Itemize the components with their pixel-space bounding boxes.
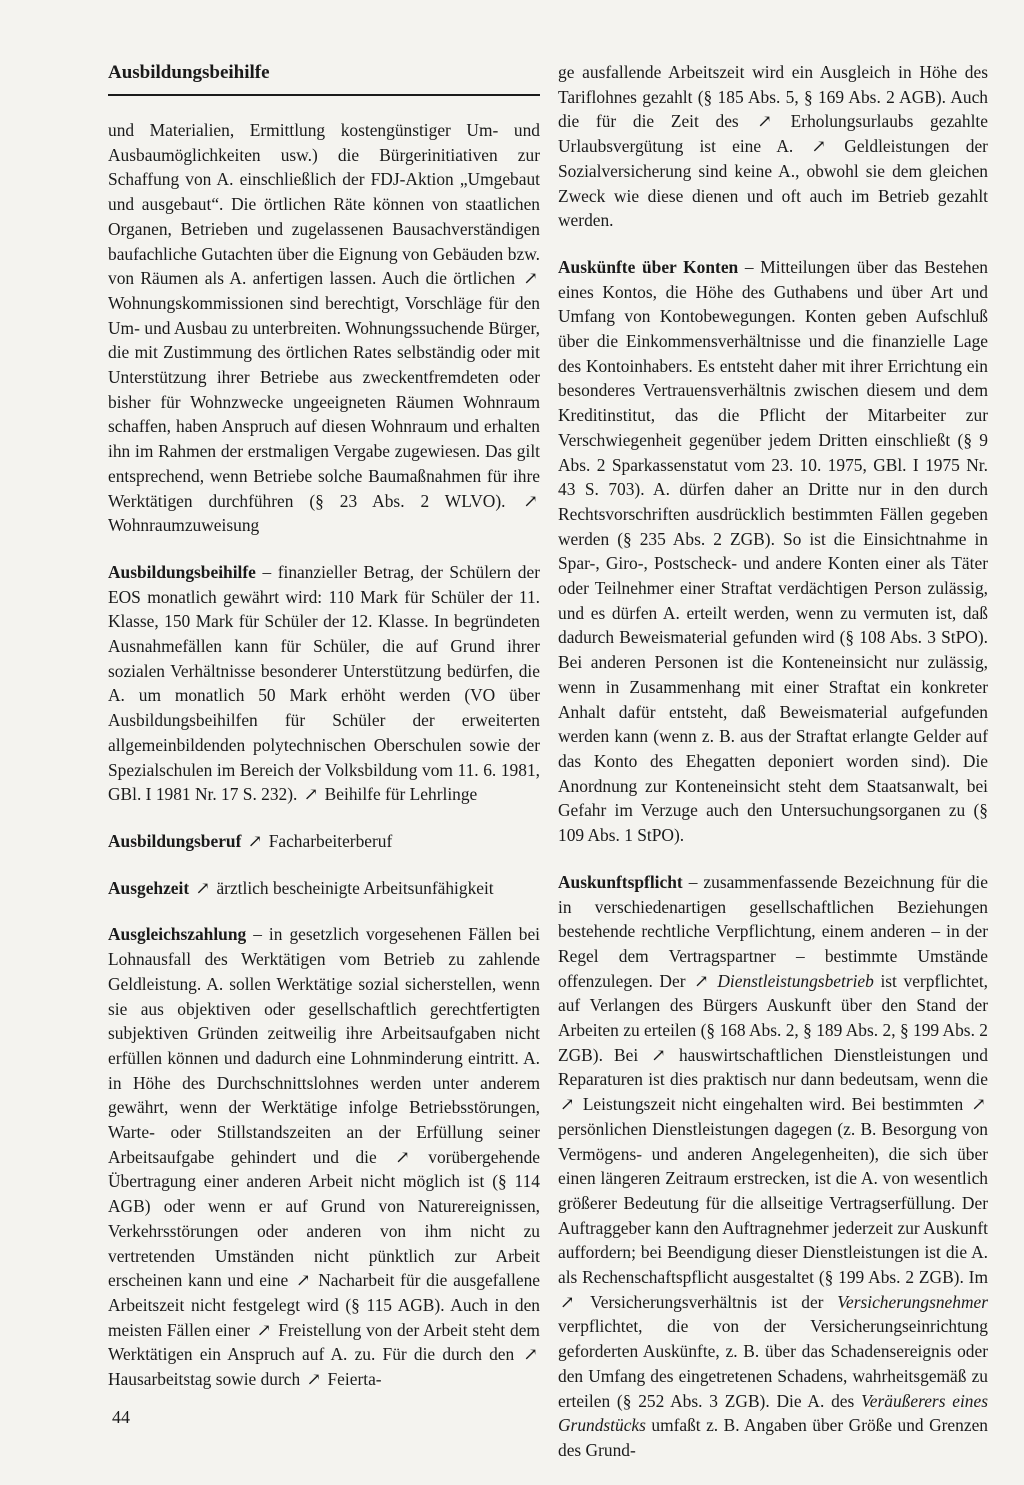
entry-term: Auskunftspflicht (558, 871, 683, 892)
cross-reference-arrow-icon: ↗ (247, 830, 263, 851)
entry-auskuenfte-ueber-konten (558, 255, 988, 848)
entry-text: – in gesetzlich vorgesehenen Fällen bei Lohnausfall des Werktätigen vom Betrieb zu zahlende Geldleistung. A. sollen Werktätige sozial sicherstellen, wenn sie aus objektiven oder gesellschaftlich gerechtfertigten subjektiven Gründen zeitweilig ihre Arbeitsaufgaben nicht erfüllen können und dadurch eine Lohnminderung eintritt. A. in Höhe des Durchschnittslohnes werden unter anderem gewährt, wenn der Werktätige infolge Betriebsstörungen, Warte- oder Stillstandszeiten an der Erfüllung seiner Arbeitsaufgabe gehindert und die (108, 924, 540, 1167)
entry-term: Ausbildungsberuf (108, 830, 242, 851)
cross-reference-arrow-icon: ↗ (306, 1369, 322, 1390)
cross-reference-arrow-icon: ↗ (523, 490, 538, 511)
text-run: ge ausfallende Arbeitszeit wird ein Ausgleich in Höhe des Tariflohnes gezahlt (§ 185 Abs. 5, § 169 Abs. 2 AGB). Auch die für die Zeit des (558, 62, 988, 132)
text-run: Wohnungskommissionen sind berechtigt, Vorschläge für den Um- und Ausbau zu unterbreiten. Wohnungssuchende Bürger, die mit Zustimmung des örtlichen Rates selbständig oder mit Unterstützung ihrer Betriebe aus zweckentfremdeten oder bisher für Wohnzwecke ungeeigneten Räumen Wohnraum schaffen, haben Anspruch auf diesen Wohnraum und erhalten ihn im Rahmen der erstmaligen Vergabe zugewiesen. Das gilt entsprechend, wenn Betriebe solche Baumaßnahmen für ihre Werktätigen durchführen (§ 23 Abs. 2 WLVO). (108, 292, 540, 511)
text-run: Geldleistungen der Sozialversicherung sind keine A., obwohl sie dem gleichen Zweck wie diese dienen und oft auch im Betrieb gezahlt werden. (558, 136, 988, 231)
text-run: Wohnraumzuweisung (108, 515, 260, 536)
running-header: Ausbildungsbeihilfe (108, 62, 270, 83)
entry-ausbildungsbeihilfe (108, 560, 540, 807)
entry-ausgehzeit (108, 876, 540, 901)
entry-text: Freistellung von der Arbeit steht dem Werktätigen ein Anspruch auf A. zu. Für die durch den (108, 1319, 540, 1365)
entry-text: hauswirtschaftlichen Dienstleistungen und Reparaturen ist dies praktisch nur dann bedeutsam, wenn die (558, 1044, 988, 1090)
cross-reference-arrow-icon: ↗ (195, 877, 211, 898)
entry-ausbildungsberuf (108, 829, 540, 854)
entry-text: Nacharbeit für die ausgefallene Arbeitszeit nicht festgelegt wird (§ 115 AGB). Auch in den meisten Fällen einer (108, 1270, 540, 1340)
cross-reference-arrow-icon: ↗ (651, 1044, 666, 1065)
entry-text: ist verpflichtet, auf Verlangen des Bürgers Auskunft über den Stand der Arbeiten zu erteilen (§ 168 Abs. 2, § 189 Abs. 2, § 199 Abs. 2 ZGB). Bei (558, 970, 988, 1065)
cross-reference-text: Beihilfe für Lehrlinge (324, 784, 478, 805)
entry-text: – Mitteilungen über das Bestehen eines Kontos, die Höhe des Guthabens und über Art und Umfang von Kontobewegungen. Konten geben Aufschluß über die Einkommensverhältnisse und die finanzielle Lage des Kontoinhabers. Es entsteht daher mit ihrer Errichtung ein besonderes Vertrauensverhältnis zwischen diesem und dem Kreditinstitut, das die Pflicht der Mitarbeiter zur Verschwiegenheit gegenüber jedem Dritten einschließt (§ 9 Abs. 2 Sparkassenstatut vom 23. 10. 1975, GBl. I 1975 Nr. 43 S. 703). A. dürfen daher an Dritte nur in den durch Rechtsvorschriften ausdrücklich bestimmten Fällen gegeben werden (§ 235 Abs. 2 ZGB). So ist die Einsichtnahme in Spar-, Giro-, Postscheck- und andere Konten einer als Täter oder Teilnehmer einer Straftat verdächtigen Person zulässig, und es dürfen A. erteilt werden, wenn zu vermuten ist, daß dadurch Beweismaterial gefunden wird (§ 108 Abs. 3 StPO). Bei anderen Personen ist die Konteneinsicht nur zulässig, wenn in Zusammenhang mit einer Straftat ein konkreter Anhalt dafür entsteht, daß Beweismaterial aufgefunden werden kann (wenn z. B. aus der Straftat erlangte Gelder auf das Konto des Ehegatten deponiert worden sind). Die Anordnung zur Konteneinsicht steht dem Staatsanwalt, bei Gefahr im Verzuge auch den Untersuchungsorganen zu (§ 109 Abs. 1 StPO). (558, 256, 988, 846)
entry-ausgleichszahlung (108, 922, 540, 1391)
right-column (558, 60, 988, 1485)
cross-reference-arrow-icon: ↗ (395, 1146, 410, 1167)
cross-reference-arrow-icon: ↗ (295, 1270, 311, 1291)
cross-reference-arrow-icon: ↗ (757, 111, 772, 132)
entry-text: verpflichtet, die von der Versicherungseinrichtung geforderten Auskünfte, z. B. über das Schadensereignis oder den Umfang des eingetretenen Schadens, wahrheitsgemäß zu erteilen (§ 252 Abs. 3 ZGB). Die A. des (558, 1316, 988, 1411)
entry-term: Auskünfte über Konten (558, 256, 739, 277)
cross-reference-text: ärztlich bescheinigte Arbeitsunfähigkeit (216, 877, 494, 898)
entry-text: persönlichen Dienstleistungen dagegen (z. B. Besorgung von Vermögens- und anderen Angelegenheiten), die sich über einen längeren Zeitraum erstrecken, ist die A. von wesentlich größerer Bedeutung für die allseitige Vertragserfüllung. Der Auftraggeber kann den Auftragnehmer jederzeit zur Auskunft auffordern; bei Beendigung dieser Dienstleistungen ist die A. als Rechenschaftspflicht ausgestaltet (§ 199 Abs. 2 ZGB). Im (558, 1118, 988, 1288)
italic-term: Versicherungsnehmer (837, 1291, 988, 1312)
text-run: Erholungsurlaubs gezahlte Urlaubsvergütung ist eine A. (558, 111, 988, 157)
italic-term: Dienstleistungsbetrieb (717, 970, 874, 991)
italic-term: Veräußerers eines Grundstücks (558, 1390, 988, 1436)
page-number: 44 (112, 1407, 130, 1427)
entry-text: Leistungszeit nicht eingehalten wird. Bei bestimmten (582, 1094, 964, 1115)
cross-reference-arrow-icon: ↗ (811, 136, 827, 157)
cross-reference-arrow-icon: ↗ (694, 970, 709, 991)
entry-text: – finanzieller Betrag, der Schülern der EOS monatlich gewährt wird: 110 Mark für Schüler der 11. Klasse, 150 Mark für Schüler der 12. Klasse. In begründeten Ausnahmefällen kann für Schüler, die auf Grund ihrer sozialen Verhältnisse besonderer Unterstützung bedürfen, die A. um monatlich 50 Mark erhöht werden (VO über Ausbildungsbeihilfen für Schüler der erweiterten allgemeinbildenden polytechnischen Oberschulen sowie der Spezialschulen im Bereich der Volksbildung vom 11. 6. 1981, GBl. I 1981 Nr. 17 S. 232). (108, 561, 540, 805)
entry-text: Versicherungsverhältnis ist der (590, 1291, 824, 1312)
cross-reference-arrow-icon: ↗ (560, 1094, 575, 1115)
left-column (108, 118, 540, 1414)
entry-term: Ausgleichszahlung (108, 924, 247, 945)
text-run: und Materialien, Ermittlung kostengünstiger Um- und Ausbaumöglichkeiten usw.) die Bürgerinitiativen zur Schaffung von A. einschließlich der FDJ-Aktion „Umgebaut und ausgebaut“. Die örtlichen Räte können von staatlichen Organen, Betrieben und zugelassenen Bausachverständigen baufachliche Gutachten über die Eignung von Gebäuden bzw. von Räumen als A. anfertigen lassen. Auch die örtlichen (108, 120, 540, 289)
entry-text: umfaßt z. B. Angaben über Größe und Grenzen des Grund- (558, 1415, 988, 1460)
cross-reference-arrow-icon: ↗ (971, 1094, 986, 1115)
entry-term: Ausgehzeit (108, 877, 190, 898)
continued-entry (108, 118, 540, 538)
header-rule (108, 94, 540, 96)
continued-entry (558, 60, 988, 233)
entry-auskunftspflicht (558, 870, 988, 1463)
cross-reference-arrow-icon: ↗ (523, 1344, 538, 1365)
entry-text: – zusammenfassende Bezeichnung für die in verschiedenartigen gesellschaftlichen Beziehungen bestehende rechtliche Verpflichtung, einem anderen – in der Regel dem Vertragspartner – bestimmte Umstände offenzulegen. Der (558, 871, 988, 991)
cross-reference-arrow-icon: ↗ (303, 784, 319, 805)
entry-text: vorübergehende Übertragung einer anderen Arbeit nicht möglich ist (§ 114 AGB) oder wenn er auf Grund von Naturereignissen, Verkehrsstörungen oder anderen von ihm nicht zu vertretenden Umständen nicht pünktlich zur Arbeit erscheinen kann und eine (108, 1146, 540, 1291)
cross-reference-arrow-icon: ↗ (256, 1319, 272, 1340)
entry-text: Hausarbeitstag sowie durch (108, 1369, 301, 1390)
cross-reference-arrow-icon: ↗ (560, 1291, 575, 1312)
cross-reference-text: Facharbeiterberuf (268, 830, 393, 851)
entry-text: Feierta- (327, 1369, 382, 1390)
cross-reference-arrow-icon: ↗ (523, 268, 538, 289)
entry-term: Ausbildungsbeihilfe (108, 561, 256, 582)
